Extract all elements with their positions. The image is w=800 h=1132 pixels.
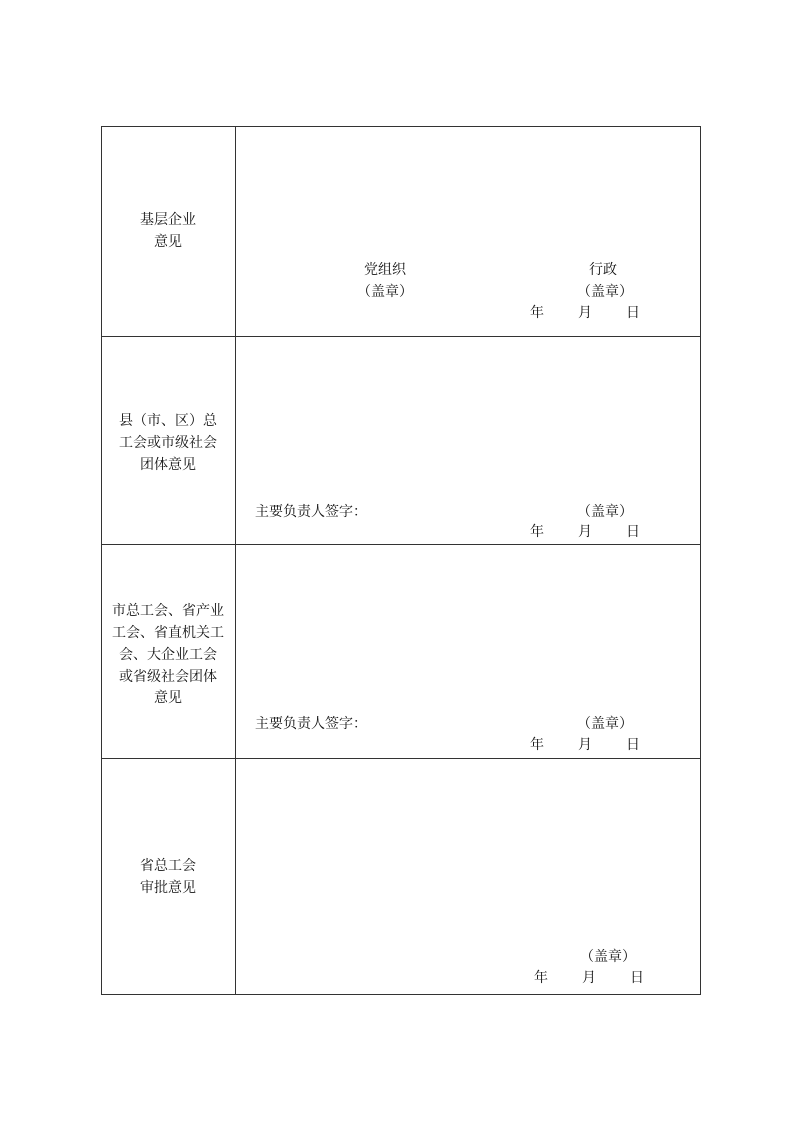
row-divider-3 — [101, 758, 701, 759]
seal-label: （盖章） — [577, 504, 633, 520]
section-label-line: 团体意见 — [140, 457, 196, 473]
date-day: 日 — [626, 305, 640, 321]
date-month: 月 — [578, 737, 592, 753]
date-year: 年 — [530, 737, 544, 753]
date-day: 日 — [626, 524, 640, 540]
seal-label: （盖章） — [577, 716, 633, 732]
section-label-line: 市总工会、省产业 — [112, 603, 224, 619]
date-year: 年 — [534, 970, 548, 986]
party-org-label: 党组织 — [364, 262, 406, 278]
section-label-line: 工会、省直机关工 — [112, 625, 224, 641]
signature-label: 主要负责人签字： — [255, 504, 367, 520]
date-day: 日 — [630, 970, 644, 986]
section-label-line: 意见 — [154, 690, 182, 706]
date-year: 年 — [530, 524, 544, 540]
section-label-line: 审批意见 — [140, 880, 196, 896]
admin-seal: （盖章） — [577, 284, 633, 300]
seal-label: （盖章） — [580, 949, 636, 965]
section-label-line: 县（市、区）总 — [119, 413, 217, 429]
row-divider-2 — [101, 544, 701, 545]
row-divider-1 — [101, 336, 701, 337]
date-month: 月 — [578, 305, 592, 321]
party-org-seal: （盖章） — [357, 284, 413, 300]
date-month: 月 — [578, 524, 592, 540]
date-year: 年 — [530, 305, 544, 321]
section-label-line: 省总工会 — [140, 858, 196, 874]
section-label-line: 工会或市级社会 — [119, 435, 217, 451]
section-label-line: 基层企业 — [140, 212, 196, 228]
section-label-line: 或省级社会团体 — [119, 669, 217, 685]
date-month: 月 — [582, 970, 596, 986]
admin-label: 行政 — [589, 262, 617, 278]
section-label-line: 意见 — [154, 234, 182, 250]
signature-label: 主要负责人签字： — [255, 716, 367, 732]
section-label-line: 会、大企业工会 — [119, 647, 217, 663]
column-divider — [235, 126, 236, 994]
date-day: 日 — [626, 737, 640, 753]
